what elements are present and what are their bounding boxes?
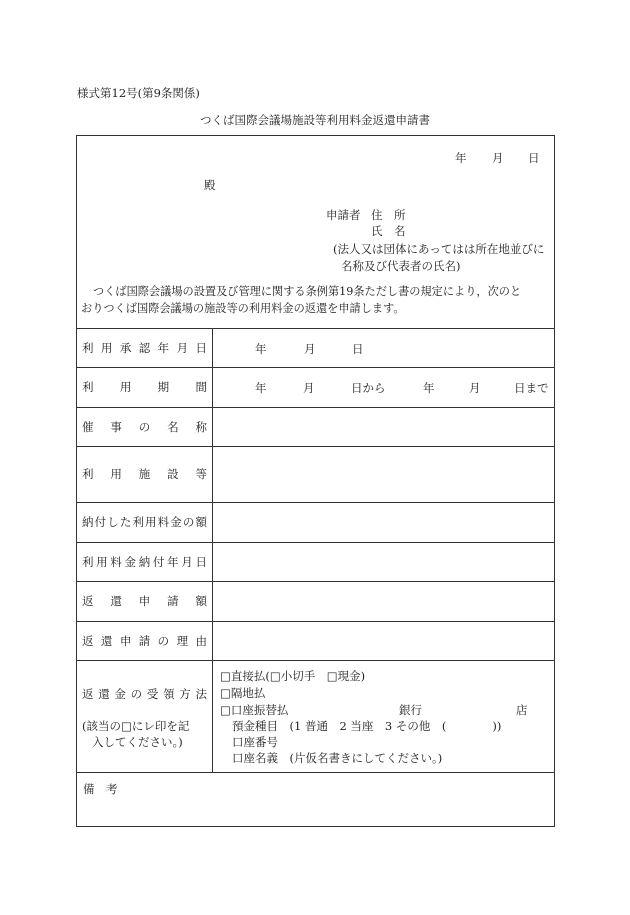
- row-label-event-name: 催事の名称: [82, 419, 207, 434]
- remarks-label: 備 考: [83, 782, 118, 796]
- period-from-day: 日から: [351, 381, 386, 395]
- applicant-label: 申請者: [326, 208, 361, 222]
- deposit-type: 預金種目 (1 普通 2 当座 3 その他 ( )): [232, 719, 502, 733]
- document-title: つくば国際会議場施設等利用料金返還申請書: [200, 113, 430, 127]
- period-to-month: 月: [469, 381, 481, 395]
- divider-row9: [77, 772, 554, 773]
- option-account-transfer: □口座振替払: [220, 703, 289, 717]
- label-column-divider: [212, 328, 213, 772]
- period-from-month: 月: [303, 381, 315, 395]
- row-label-refund-amount: 返還申請額: [82, 594, 207, 608]
- bank-label: 銀行: [399, 703, 422, 717]
- approval-year: 年: [255, 342, 267, 356]
- date-day: 日: [528, 151, 540, 165]
- branch-label: 店: [516, 703, 528, 717]
- row-label-fee-paid: 納付した利用料金の額: [82, 515, 207, 529]
- row-label-fee-paid-date: 利用料金納付年月日: [82, 554, 207, 569]
- account-name-label: 口座名義 (片仮名書きにしてください。): [232, 751, 443, 765]
- account-number-label: 口座番号: [232, 735, 278, 749]
- refund-method-note-line2: 入してください。): [92, 735, 183, 749]
- addressee-suffix: 殿: [204, 178, 216, 192]
- corporate-note-line1: (法人又は団体にあってはは所在地並びに: [333, 242, 545, 256]
- row-label-approval-date: 利用承認年月日: [82, 340, 207, 355]
- row-label-facilities: 利用施設等: [82, 467, 207, 481]
- period-to-day: 日まで: [514, 381, 549, 395]
- row-label-refund-reason: 返還申請の理由: [82, 633, 207, 648]
- form-number-label: 様式第12号(第9条関係): [77, 86, 200, 100]
- period-from-year: 年: [255, 381, 267, 395]
- address-label: 住 所: [371, 208, 406, 222]
- row-label-usage-period: 利用期間: [82, 380, 207, 394]
- date-month: 月: [492, 151, 504, 165]
- approval-day: 日: [352, 342, 364, 356]
- approval-month: 月: [304, 342, 316, 356]
- statement-line1: つくば国際会議場の設置及び管理に関する条例第19条ただし書の規定により，次のと: [93, 285, 522, 298]
- divider-row8: [77, 660, 554, 661]
- option-remote-payment: □隔地払: [220, 686, 266, 700]
- corporate-note-line2: 名称及び代表者の氏名): [341, 259, 461, 273]
- application-form: [76, 135, 555, 827]
- option-direct-payment: □直接払(□小切手 □現金): [220, 669, 366, 683]
- row-label-refund-method: 返還金の受領方法: [82, 687, 207, 701]
- statement-line2: おりつくば国際会議場の施設等の利用料金の返還を申請します。: [81, 302, 405, 315]
- refund-method-note-line1: (該当の□にレ印を記: [82, 719, 190, 733]
- period-to-year: 年: [423, 381, 435, 395]
- name-label: 氏 名: [371, 224, 406, 238]
- date-year: 年: [455, 151, 467, 165]
